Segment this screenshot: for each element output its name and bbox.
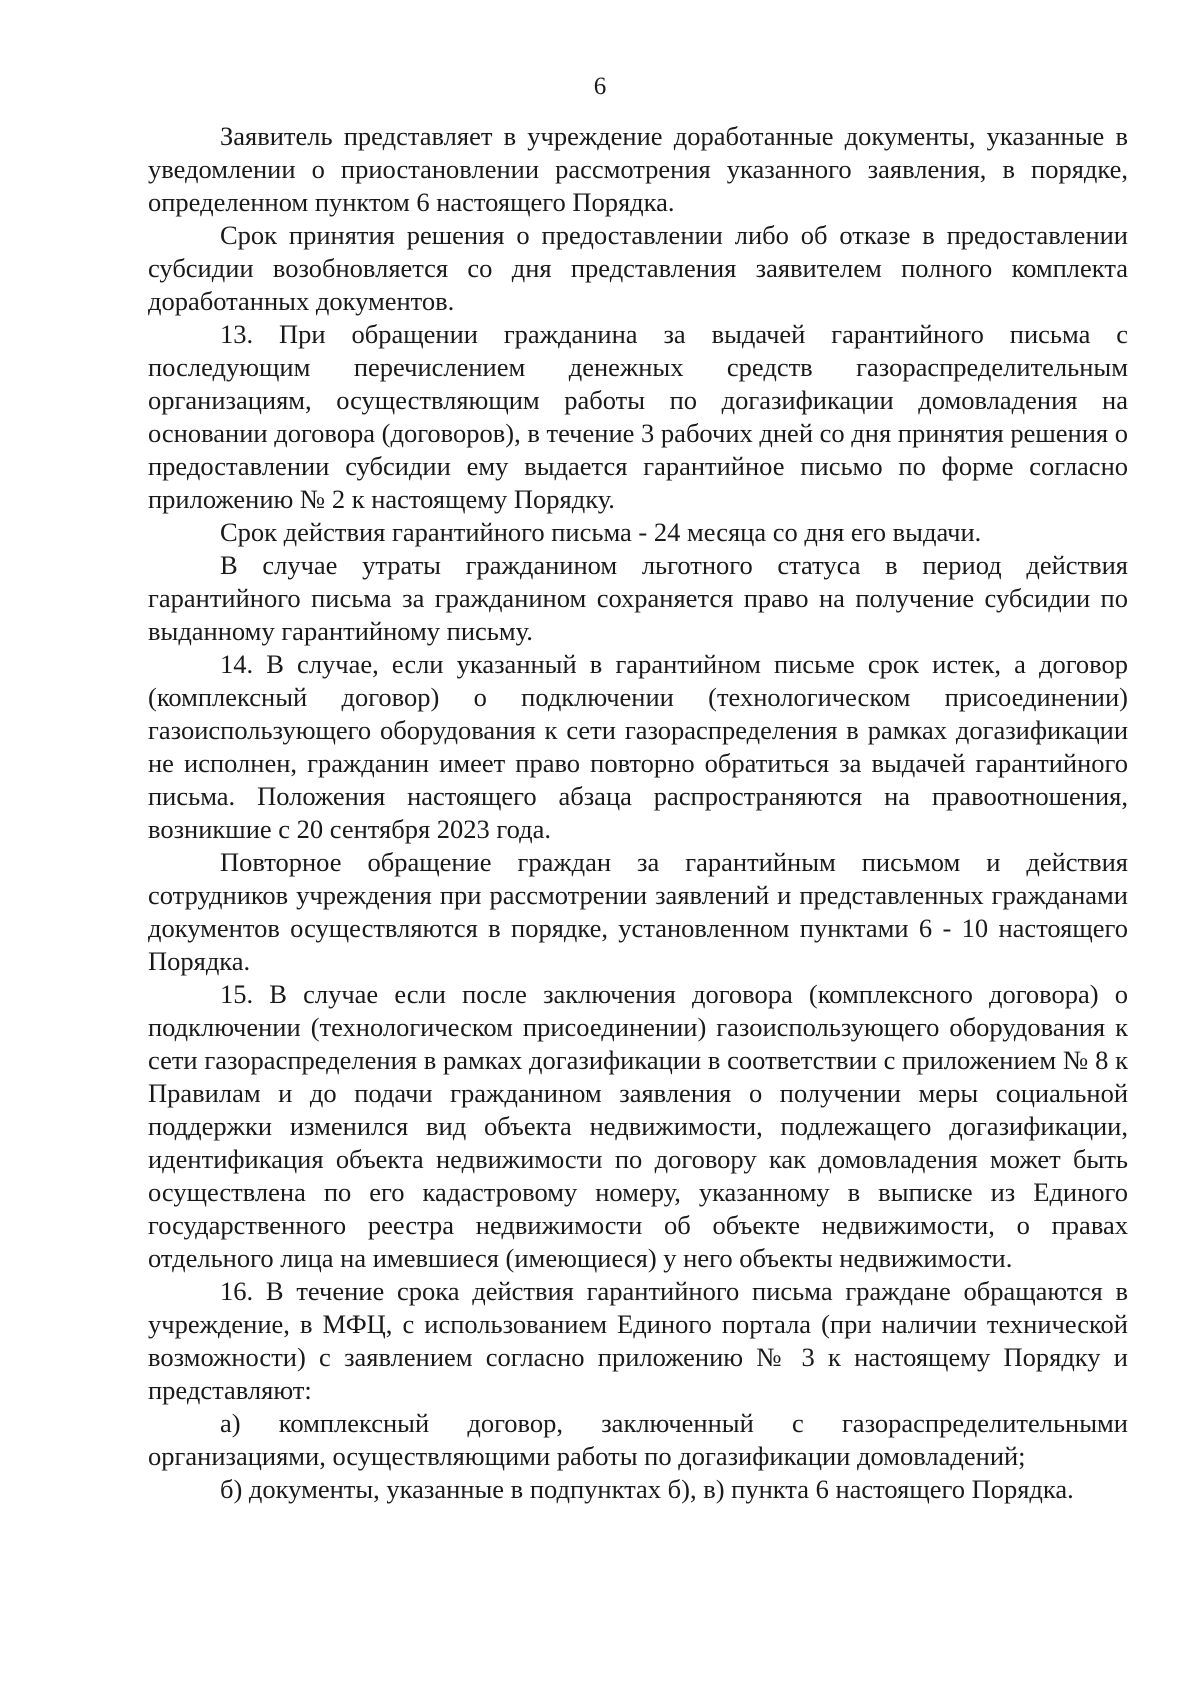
paragraph-14: 14. В случае, если указанный в гарантийном письме срок истек, а договор (комплексный договор) о подключении (технологическом присоединении) газоиспользующего оборудования к сети газораспределения в рамках догазификации не исполнен, гражданин имеет право повторно обратиться за выдачей гарантийного письма. Положения настоящего абзаца распространяются на правоотношения, возникшие с 20 сентября 2023 года. <box>148 649 1128 844</box>
paragraph-status-loss: В случае утраты гражданином льготного статуса в период действия гарантийного письма за гражданином сохраняется право на получение субсидии по выданному гарантийному письму. <box>148 550 1128 646</box>
paragraph-letter-validity: Срок действия гарантийного письма - 24 месяца со дня его выдачи. <box>220 517 982 547</box>
paragraph-decision-term: Срок принятия решения о предоставлении либо об отказе в предоставлении субсидии возобновляется со дня представления заявителем полного комплекта доработанных документов. <box>148 220 1128 316</box>
paragraph-15: 15. В случае если после заключения договора (комплексного договора) о подключении (технологическом присоединении) газоиспользующего оборудования к сети газораспределения в рамках догазификации в соответствии с приложением № 8 к Правилам и до подачи гражданином заявления о получении меры социальной поддержки изменился вид объекта недвижимости, подлежащего догазификации, идентификация объекта недвижимости по договору как домовладения может быть осуществлена по его кадастровому номеру, указанному в выписке из Единого государственного реестра недвижимости об объекте недвижимости, о правах отдельного лица на имевшиеся (имеющиеся) у него объекты недвижимости. <box>148 979 1128 1273</box>
list-item-b: б) документы, указанные в подпунктах б), в) пункта 6 настоящего Порядка. <box>220 1474 1074 1504</box>
list-item-a: а) комплексный договор, заключенный с газораспределительными организациями, осуществляющими работы по догазификации домовладений; <box>148 1408 1128 1471</box>
paragraph-16: 16. В течение срока действия гарантийного письма граждане обращаются в учреждение, в МФЦ, с использованием Единого портала (при наличии технической возможности) с заявлением согласно приложению № 3 к настоящему Порядку и представляют: <box>148 1276 1128 1405</box>
document-body <box>148 120 1128 1506</box>
paragraph-resubmission: Заявитель представляет в учреждение доработанные документы, указанные в уведомлении о приостановлении рассмотрения указанного заявления, в порядке, определенном пунктом 6 настоящего Порядка. <box>148 121 1128 217</box>
paragraph-repeat-request: Повторное обращение граждан за гарантийным письмом и действия сотрудников учреждения при рассмотрении заявлений и представленных гражданами документов осуществляются в порядке, установленном пунктами 6 - 10 настоящего Порядка. <box>148 847 1128 976</box>
paragraph-13: 13. При обращении гражданина за выдачей гарантийного письма с последующим перечислением денежных средств газораспределительным организациям, осуществляющим работы по догазификации домовладения на основании договора (договоров), в течение 3 рабочих дней со дня принятия решения о предоставлении субсидии ему выдается гарантийное письмо по форме согласно приложению № 2 к настоящему Порядку. <box>148 319 1128 514</box>
page-number: 6 <box>593 73 607 100</box>
